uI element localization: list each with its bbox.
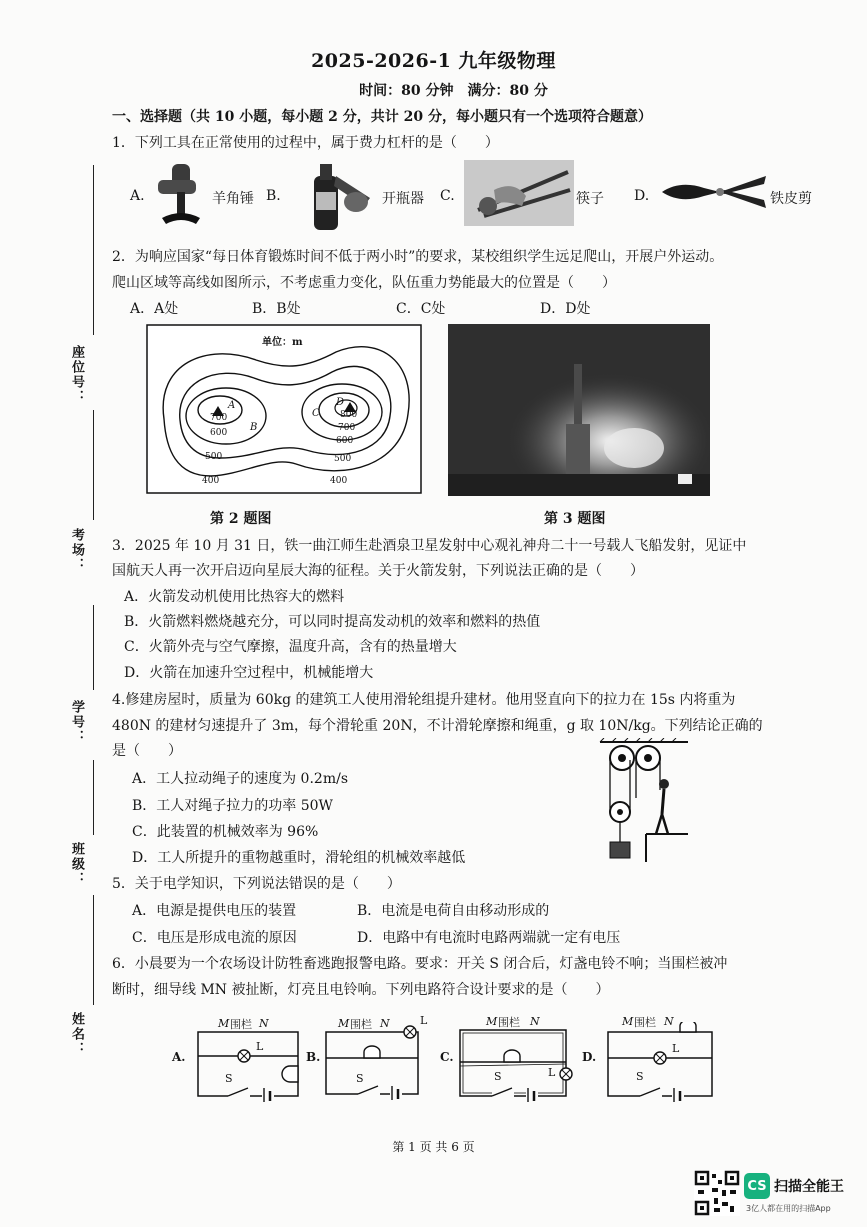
q1-option-d-text: 铁皮剪 [770,191,812,207]
contour-label: 600 [210,428,228,438]
q2-stem-line2: 爬山区域等高线如图所示，不考虑重力变化，队伍重力势能最大的位置是（ ） [112,275,616,291]
q4-stem-line3: 是（ ） [112,743,182,759]
circuit-c-n: N [530,1015,540,1028]
q3-stem-line2: 国航天人再一次开启迈向星辰大海的征程。关于火箭发射，下列说法正确的是（ ） [112,563,644,579]
q5-option-c: C．电压是形成电流的原因 [132,930,297,946]
q3-option-c: C．火箭外壳与空气摩擦，温度升高，含有的热量增大 [124,639,457,655]
q1-option-c-text: 筷子 [576,191,604,207]
hammer-icon [152,158,210,230]
contour-label: 500 [205,452,223,462]
qr-code-icon [694,1170,740,1216]
circuit-d-l: L [672,1042,680,1055]
q5-stem: 5．关于电学知识，下列说法错误的是（ ） [112,876,401,892]
circuit-c-s: S [494,1070,502,1083]
exam-room-label: 考场： [69,528,84,573]
camscanner-name: 扫描全能王 [774,1179,844,1195]
point-label-c: C [312,408,320,419]
q4-option-d: D．工人所提升的重物越重时，滑轮组的机械效率越低 [132,850,466,866]
q1-option-b-text: 开瓶器 [382,191,424,207]
contour-label: 800 [340,410,358,420]
q2-option-d: D．D处 [540,301,591,317]
circuit-c [456,1022,574,1102]
q1-option-d-letter: D. [634,188,650,204]
q2-option-b: B．B处 [252,301,301,317]
contour-label: 700 [210,413,228,423]
contour-map [146,324,422,494]
circuit-a [194,1026,304,1102]
circuit-a-s: S [225,1072,233,1085]
figure-3-caption: 第 3 题图 [544,511,606,527]
q4-stem-line1: 4.修建房屋时，质量为 60kg 的建筑工人使用滑轮组提升建材。他用竖直向下的拉力在 15s 内将重为 [112,692,736,708]
circuit-b-fence: 围栏 [350,1018,372,1031]
camscanner-logo-icon: CS [744,1173,770,1199]
circuit-b-m: M [338,1017,350,1030]
exam-info: 时间：80 分钟 满分：80 分 [359,83,548,99]
rocket-launch-photo [448,324,710,496]
q1-stem: 1．下列工具在正常使用的过程中，属于费力杠杆的是（ ） [112,135,499,151]
circuit-letter-a: A. [172,1050,186,1064]
name-label: 姓名： [69,1012,84,1057]
circuit-c-fence: 围栏 [498,1016,520,1029]
circuit-a-m: M [218,1017,230,1030]
q6-stem-line2: 断时，细导线 MN 被扯断，灯亮且电铃响。下列电路符合设计要求的是（ ） [112,982,610,998]
page-title: 2025-2026-1 九年级物理 [311,50,556,72]
circuit-a-fence: 围栏 [230,1018,252,1031]
q3-option-a: A．火箭发动机使用比热容大的燃料 [124,589,345,605]
q2-option-a: A．A处 [130,301,179,317]
contour-label: 400 [202,476,220,486]
q3-option-d: D．火箭在加速升空过程中，机械能增大 [124,665,374,681]
circuit-letter-b: B. [306,1050,321,1064]
q1-option-a-text: 羊角锤 [212,191,254,207]
figure-2-caption: 第 2 题图 [210,511,272,527]
circuit-letter-c: C. [440,1050,454,1064]
q1-option-c-letter: C. [440,188,455,204]
circuit-b-s: S [356,1072,364,1085]
circuit-c-l: L [548,1066,556,1079]
q3-option-b: B．火箭燃料燃烧越充分，可以同时提高发动机的效率和燃料的热值 [124,614,541,630]
contour-unit: 单位：m [262,337,303,348]
page-number: 第 1 页 共 6 页 [392,1140,475,1154]
q4-option-c: C．此装置的机械效率为 96% [132,824,319,840]
camscanner-tagline: 3亿人都在用的扫描App [746,1204,831,1213]
contour-label: 600 [336,436,354,446]
chopsticks-icon [464,160,574,226]
circuit-d-n: N [664,1015,674,1028]
margin-line [93,165,94,335]
circuit-d-fence: 围栏 [634,1016,656,1029]
circuit-d-s: S [636,1070,644,1083]
section-heading: 一、选择题（共 10 小题，每小题 2 分，共计 20 分，每小题只有一个选项符合题意） [112,109,652,125]
bottle-opener-icon [300,158,380,230]
circuit-b-l: L [420,1014,428,1027]
circuit-b [322,1020,434,1100]
q6-stem-line1: 6．小晨要为一个农场设计防牲畜逃跑报警电路。要求：开关 S 闭合后，灯盏电铃不响；当围栏被冲 [112,956,728,972]
q1-option-b-letter: B. [266,188,281,204]
circuit-d-m: M [622,1015,634,1028]
point-label-a: A [228,400,236,411]
margin-line [93,410,94,520]
q5-option-d: D．电路中有电流时电路两端就一定有电压 [357,930,621,946]
q2-stem-line1: 2．为响应国家“每日体育锻炼时间不低于两小时”的要求，某校组织学生远足爬山，开展户外运动。 [112,249,724,265]
margin-line [93,605,94,690]
pulley-system-diagram [596,738,692,862]
point-label-b: B [250,422,258,433]
contour-label: 400 [330,476,348,486]
q3-stem-line1: 3．2025 年 10 月 31 日，铁一曲江师生赴酒泉卫星发射中心观礼神舟二十一号载人飞船发射，见证中 [112,538,747,554]
margin-line [93,895,94,1005]
seat-label: 座位号： [69,345,84,405]
q4-option-a: A．工人拉动绳子的速度为 0.2m/s [132,771,349,787]
contour-label: 500 [334,454,352,464]
point-label-d: D [336,397,345,408]
q5-option-a: A．电源是提供电压的装置 [132,903,297,919]
circuit-a-n: N [259,1017,269,1030]
q2-option-c: C．C处 [396,301,446,317]
student-id-label: 学号： [69,700,84,745]
margin-line [93,760,94,835]
q5-option-b: B．电流是电荷自由移动形成的 [357,903,550,919]
q1-option-a-letter: A. [130,188,145,204]
contour-label: 700 [338,423,356,433]
circuit-c-m: M [486,1015,498,1028]
circuit-letter-d: D. [582,1050,597,1064]
circuit-d [600,1022,716,1102]
circuit-b-n: N [380,1017,390,1030]
tin-snips-icon [660,172,768,216]
class-label: 班级： [69,842,84,887]
q4-option-b: B．工人对绳子拉力的功率 50W [132,798,333,814]
circuit-a-l: L [256,1040,264,1053]
q4-stem-line2: 480N 的建材匀速提升了 3m，每个滑轮重 20N，不计滑轮摩擦和绳重，g 取 10N/kg。下列结论正确的 [112,718,763,734]
